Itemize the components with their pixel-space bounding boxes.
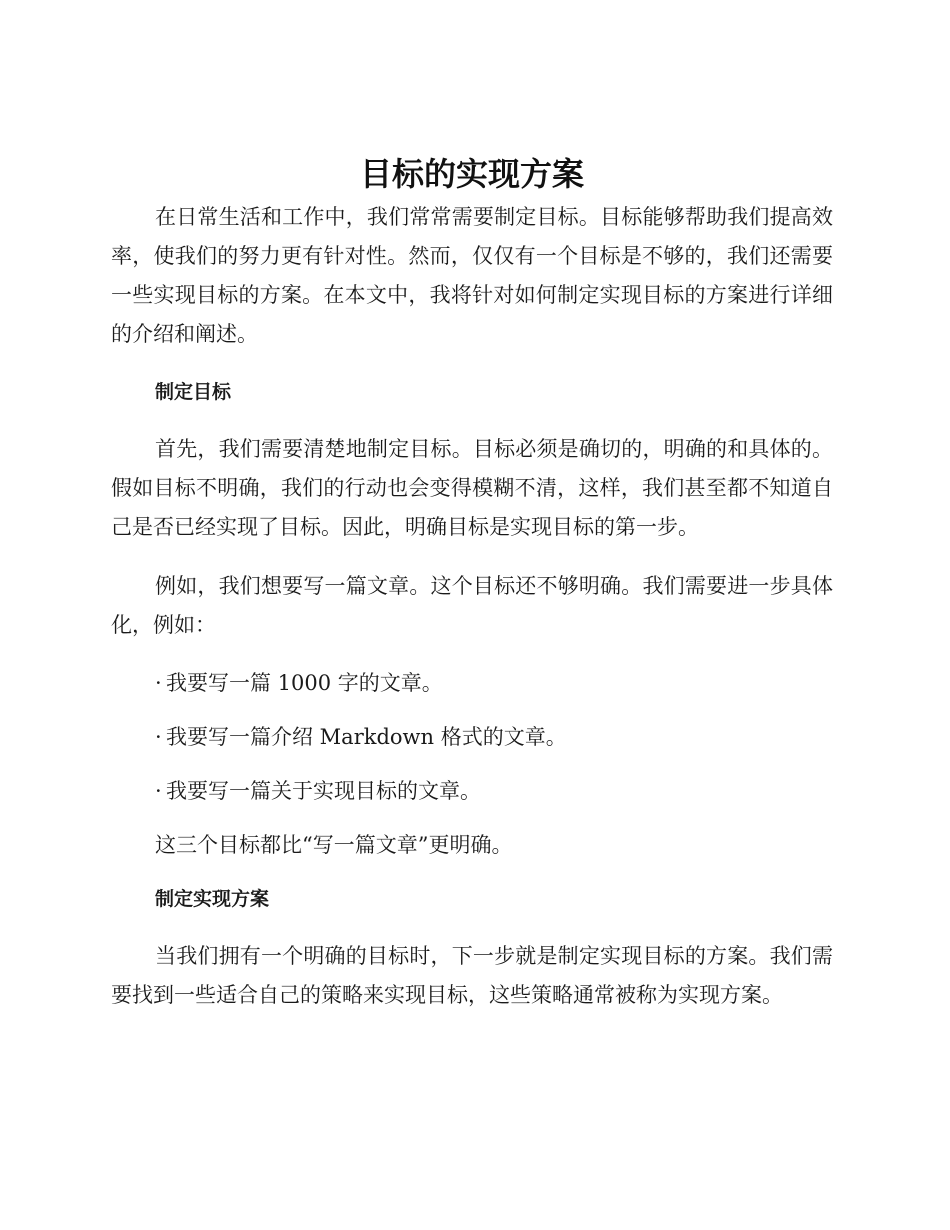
document-title: 目标的实现方案 [359, 155, 584, 193]
paragraph-conclusion: 这三个目标都比“写一篇文章”更明确。 [155, 833, 513, 857]
paragraph-plan: 当我们拥有一个明确的目标时，下一步就是制定实现目标的方案。我们需要找到一些适合自己的策略来实现目标，这些策略通常被称为实现方案。 [111, 944, 833, 1007]
bullet-icon: · [155, 725, 162, 749]
list-item-text: 我要写一篇介绍 Markdown 格式的文章。 [166, 725, 567, 749]
section-heading-plan: 制定实现方案 [155, 888, 270, 910]
paragraph-set-goal: 首先，我们需要清楚地制定目标。目标必须是确切的，明确的和具体的。假如目标不明确，我们的行动也会变得模糊不清，这样，我们甚至都不知道自己是否已经实现了目标。因此，明确目标是实现目标的第一步。 [111, 437, 833, 539]
list-item [111, 719, 833, 755]
list-item-text: 我要写一篇关于实现目标的文章。 [166, 779, 481, 803]
section-heading-set-goal: 制定目标 [155, 381, 232, 403]
intro-paragraph: 在日常生活和工作中，我们常常需要制定目标。目标能够帮助我们提高效率，使我们的努力更有针对性。然而，仅仅有一个目标是不够的，我们还需要一些实现目标的方案。在本文中，我将针对如何制定实现目标的方案进行详细的介绍和阐述。 [111, 205, 833, 346]
list-item [111, 665, 833, 701]
list-item [111, 773, 833, 809]
document-page [111, 150, 833, 1035]
paragraph-example: 例如，我们想要写一篇文章。这个目标还不够明确。我们需要进一步具体化，例如： [111, 574, 833, 637]
list-item-text: 我要写一篇 1000 字的文章。 [166, 671, 443, 695]
bullet-icon: · [155, 779, 162, 803]
bullet-icon: · [155, 671, 162, 695]
